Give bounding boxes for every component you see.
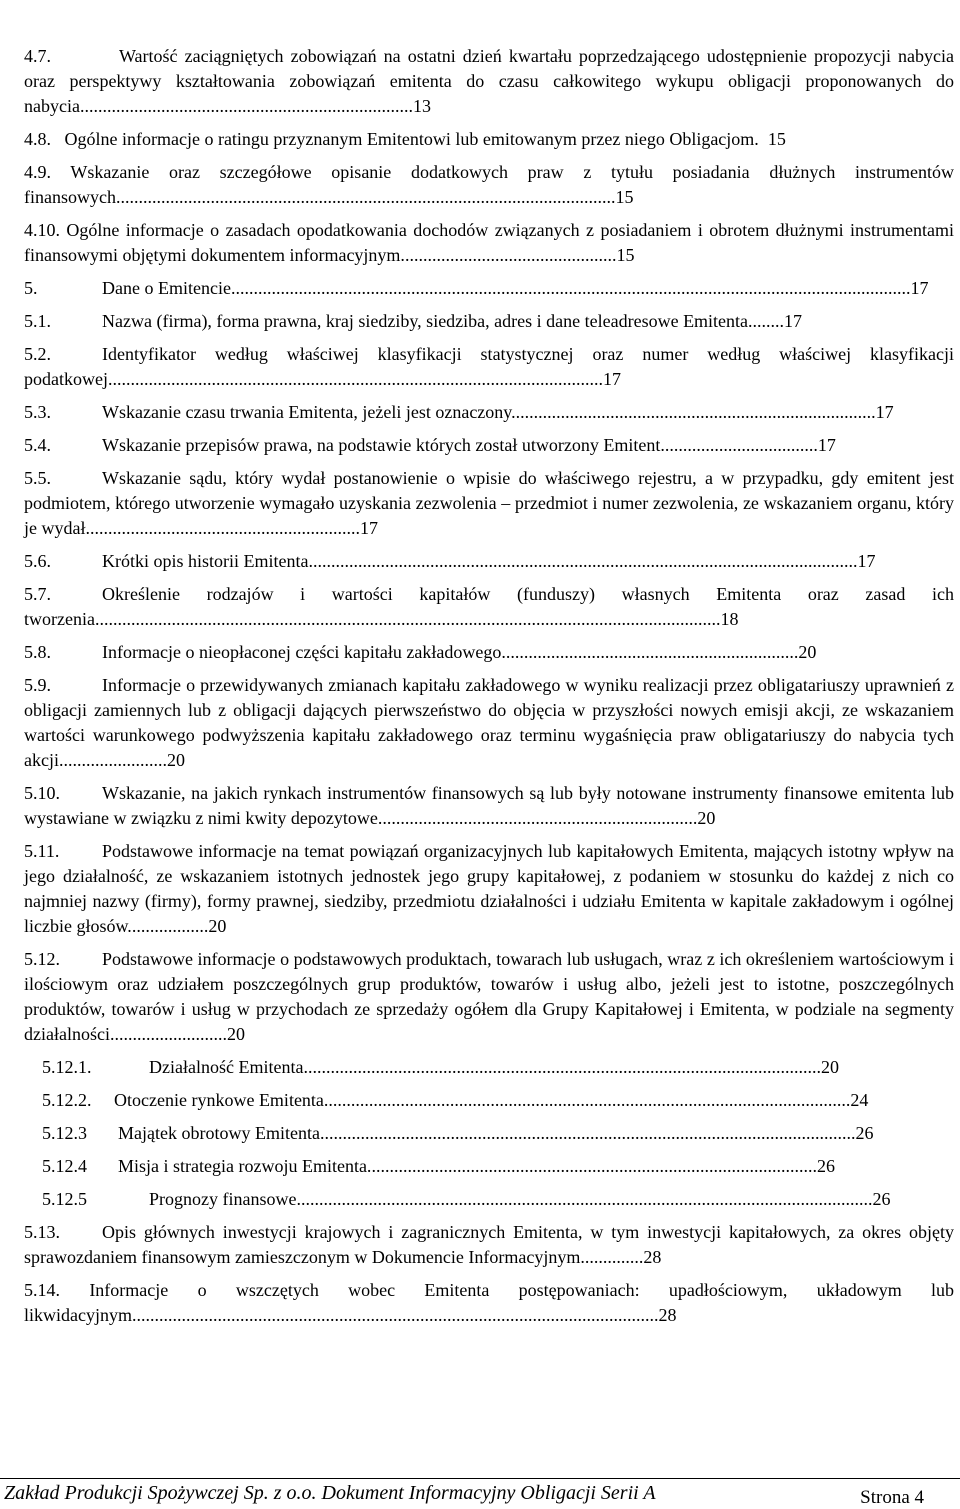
toc-entry-number: 5.12.2. bbox=[42, 1090, 92, 1110]
toc-entry[interactable] bbox=[24, 549, 954, 574]
toc-entry[interactable] bbox=[24, 640, 954, 665]
toc-entry-title: Wskazanie czasu trwania Emitenta, jeżeli jest oznaczony. bbox=[102, 402, 516, 422]
toc-entry-page: 13 bbox=[412, 96, 431, 116]
toc-entry[interactable] bbox=[24, 1278, 954, 1328]
toc-entry-title: Działalność Emitenta. bbox=[149, 1057, 308, 1077]
toc-leader-dots: ......................... bbox=[114, 1024, 227, 1044]
toc-entry-title: Identyfikator według właściwej klasyfikacji statystycznej oraz numer według właściwej klasyfikacji podatkowej. bbox=[24, 344, 954, 389]
toc-entry-title: Określenie rodzajów i wartości kapitałów (funduszy) własnych Emitenta oraz zasad ich tworzenia. bbox=[24, 584, 954, 629]
toc-entry[interactable] bbox=[24, 1220, 954, 1270]
toc-entry-page: 17 bbox=[875, 402, 894, 422]
toc-leader-dots: ............. bbox=[584, 1247, 644, 1267]
toc-entry-number: 5. bbox=[24, 278, 38, 298]
toc-leader-dots: ................. bbox=[131, 916, 209, 936]
toc-entry-number: 5.7. bbox=[24, 584, 51, 604]
toc-entry-page: 20 bbox=[166, 750, 185, 770]
toc-leader-dots: ...................................................................................................................... bbox=[324, 1123, 856, 1143]
toc-leader-dots: .......................................................................................................................................... bbox=[99, 609, 721, 629]
toc-entry-page: 17 bbox=[602, 369, 621, 389]
toc-leader-dots: .................................................................................................................. bbox=[307, 1057, 821, 1077]
toc-entry-number: 5.9. bbox=[24, 675, 51, 695]
toc-entry-title: Nazwa (firma), forma prawna, kraj siedziby, siedziba, adres i dane teleadresowe Emitenta. bbox=[102, 311, 753, 331]
toc-leader-dots: ............................................... bbox=[404, 245, 617, 265]
toc-entry-title: Wskazanie, na jakich rynkach instrumentów finansowych są lub były notowane instrumenty finansowe emitenta lub wystawiane w związku z nimi kwity depozytowe. bbox=[24, 783, 954, 828]
table-of-contents bbox=[24, 44, 954, 1328]
toc-entry-page: 28 bbox=[643, 1247, 662, 1267]
toc-entry-title: Krótki opis historii Emitenta. bbox=[102, 551, 313, 571]
toc-entry[interactable] bbox=[24, 466, 954, 541]
toc-entry-number: 5.12.3 bbox=[42, 1123, 87, 1143]
toc-entry-title: Misja i strategia rozwoju Emitenta. bbox=[118, 1156, 372, 1176]
toc-entry-page: 20 bbox=[226, 1024, 245, 1044]
toc-entry-title: Opis głównych inwestycji krajowych i zagranicznych Emitenta, w tym inwestycji kapitałowych, za okres objęty sprawozdaniem finansowym zamieszczonym w Dokumencie Informacyjnym. bbox=[24, 1222, 954, 1267]
toc-leader-dots: ....................... bbox=[63, 750, 167, 770]
toc-entry-number: 5.12. bbox=[24, 949, 60, 969]
toc-entry-title: Ogólne informacje o zasadach opodatkowania dochodów związanych z posiadaniem i obrotem dłużnymi instrumentami finansowymi objętymi dokumentem informacyjnym. bbox=[24, 220, 954, 265]
toc-entry-number: 4.7. bbox=[24, 46, 51, 66]
toc-entry-page: 20 bbox=[820, 1057, 839, 1077]
toc-entry-page: 17 bbox=[910, 278, 929, 298]
toc-entry-number: 5.1. bbox=[24, 311, 51, 331]
toc-entry-page: 17 bbox=[784, 311, 803, 331]
toc-entry-title: Otoczenie rynkowe Emitenta. bbox=[114, 1090, 329, 1110]
toc-entry-number: 5.10. bbox=[24, 783, 60, 803]
toc-leader-dots: ................................................................................................... bbox=[371, 1156, 817, 1176]
toc-entry[interactable] bbox=[24, 947, 954, 1047]
toc-entry-number: 5.13. bbox=[24, 1222, 60, 1242]
toc-entry[interactable] bbox=[24, 1088, 954, 1113]
toc-entry-title: Wskazanie sądu, który wydał postanowienie o wpisie do właściwego rejestru, a w przypadku, gdy emitent jest podmiotem, którego utworzenie wymagało uzyskania zezwolenia – przedmiot i numer zezwolenia, ze wskazaniem organu, który je wydał. bbox=[24, 468, 954, 538]
toc-entry-page: 15 bbox=[767, 129, 786, 149]
toc-leader-dots: ............................................................................................................................... bbox=[300, 1189, 873, 1209]
toc-entry-page: 17 bbox=[359, 518, 378, 538]
toc-entry-number: 5.3. bbox=[24, 402, 51, 422]
toc-leader-dots: ............................................................................................................. bbox=[112, 369, 603, 389]
footer-divider bbox=[0, 1478, 960, 1479]
toc-entry-number: 5.4. bbox=[24, 435, 51, 455]
toc-entry-number: 5.12.4 bbox=[42, 1156, 87, 1176]
toc-entry[interactable] bbox=[24, 1121, 954, 1146]
toc-entry-page: 26 bbox=[872, 1189, 891, 1209]
toc-entry[interactable] bbox=[24, 673, 954, 773]
toc-entry-page: 20 bbox=[798, 642, 817, 662]
toc-leader-dots: .............................................................................................................. bbox=[120, 187, 616, 207]
toc-entry-page: 18 bbox=[720, 609, 739, 629]
toc-entry[interactable] bbox=[24, 582, 954, 632]
toc-entry[interactable] bbox=[24, 1154, 954, 1179]
toc-entry-number: 4.10. bbox=[24, 220, 60, 240]
toc-entry[interactable] bbox=[24, 127, 954, 152]
toc-entry-page: 26 bbox=[816, 1156, 835, 1176]
toc-leader-dots: ...................................................................... bbox=[382, 808, 698, 828]
toc-leader-dots: ......................................................................................................................... bbox=[312, 551, 858, 571]
toc-entry[interactable] bbox=[24, 218, 954, 268]
toc-entry-title: Ogólne informacje o ratingu przyznanym Emitentowi lub emitowanym przez niego Obligacjom. bbox=[64, 129, 759, 149]
toc-entry-number: 5.12.1. bbox=[42, 1057, 92, 1077]
toc-entry-title: Podstawowe informacje na temat powiązań organizacyjnych lub kapitałowych Emitenta, mających istotny wpływ na jego działalność, ze wskazaniem istotnych jednostek jego grupy kapitałowej, z podaniem w stosunku do każdej z nich co najmniej nazwy (firmy), formy prawnej, siedziby, przedmiotu działalności i udziału Emitenta w kapitale zakładowym i ogólnej liczbie głosów. bbox=[24, 841, 954, 936]
toc-entry-page: 20 bbox=[208, 916, 227, 936]
toc-leader-dots: .................................................................................................................... bbox=[328, 1090, 851, 1110]
toc-entry-page: 26 bbox=[855, 1123, 874, 1143]
toc-entry[interactable] bbox=[24, 342, 954, 392]
toc-entry-number: 4.9. bbox=[24, 162, 51, 182]
toc-leader-dots: ................................................................................ bbox=[515, 402, 876, 422]
toc-entry-number: 5.8. bbox=[24, 642, 51, 662]
toc-leader-dots: ....... bbox=[752, 311, 785, 331]
footer-page-number: Strona 4 bbox=[860, 1487, 924, 1508]
toc-entry-title: Wskazanie oraz szczegółowe opisanie dodatkowych praw z tytułu posiadania dłużnych instrumentów finansowych. bbox=[24, 162, 954, 207]
toc-leader-dots: .................................. bbox=[664, 435, 818, 455]
page-footer bbox=[0, 1478, 960, 1508]
toc-entry-number: 5.12.5 bbox=[42, 1189, 87, 1209]
toc-entry[interactable] bbox=[24, 839, 954, 939]
toc-entry[interactable] bbox=[24, 309, 954, 334]
toc-entry-page: 20 bbox=[697, 808, 716, 828]
toc-entry[interactable] bbox=[24, 1187, 954, 1212]
toc-entry[interactable] bbox=[24, 400, 954, 425]
toc-entry-number: 5.5. bbox=[24, 468, 51, 488]
toc-entry[interactable] bbox=[24, 160, 954, 210]
toc-leader-dots: ............................................................ bbox=[89, 518, 360, 538]
toc-entry-title: Podstawowe informacje o podstawowych produktach, towarach lub usługach, wraz z ich określeniem wartościowym i ilościowym oraz udziałem poszczególnych grup produktów, towarów i usług albo, jeżeli jest to istotne, poszczególnych produktów, towarów i usług w przychodach ze sprzedaży ogółem dla Grupy Kapitałowej i Emitenta, w podziale na segmenty działalności. bbox=[24, 949, 954, 1044]
toc-entry-page: 28 bbox=[658, 1305, 677, 1325]
toc-entry[interactable] bbox=[24, 781, 954, 831]
toc-leader-dots: ................................................................. bbox=[505, 642, 799, 662]
toc-entry-number: 5.6. bbox=[24, 551, 51, 571]
toc-entry-title: Prognozy finansowe. bbox=[149, 1189, 301, 1209]
toc-entry-title: Informacje o nieopłaconej części kapitału zakładowego. bbox=[102, 642, 506, 662]
toc-entry-title: Majątek obrotowy Emitenta. bbox=[118, 1123, 325, 1143]
toc-entry[interactable] bbox=[24, 1055, 954, 1080]
toc-entry-number: 4.8. bbox=[24, 129, 51, 149]
toc-leader-dots: ......................................................................... bbox=[84, 96, 413, 116]
toc-entry-title: Informacje o przewidywanych zmianach kapitału zakładowego w wyniku realizacji przez obligatariuszy uprawnień z obligacji zamiennych lub z obligacji dających pierwszeństwo do objęcia w przyszłości nowych emisji akcji, ze wskazaniem wartości warunkowego podwyższenia kapitału zakładowego oraz terminu wygaśnięcia praw obligatariuszy do nabycia tych akcji. bbox=[24, 675, 954, 770]
toc-leader-dots: .................................................................................................................... bbox=[136, 1305, 659, 1325]
toc-entry-title: Wskazanie przepisów prawa, na podstawie których został utworzony Emitent. bbox=[102, 435, 665, 455]
toc-entry-page: 17 bbox=[857, 551, 876, 571]
toc-entry-number: 5.11. bbox=[24, 841, 60, 861]
toc-entry[interactable] bbox=[24, 276, 954, 301]
toc-entry-page: 15 bbox=[616, 245, 635, 265]
toc-entry-number: 5.14. bbox=[24, 1280, 60, 1300]
toc-entry-title: Dane o Emitencie. bbox=[102, 278, 236, 298]
toc-entry-title: Informacje o wszczętych wobec Emitenta postępowaniach: upadłościowym, układowym lub likwidacyjnym. bbox=[24, 1280, 955, 1325]
toc-entry[interactable] bbox=[24, 44, 954, 119]
toc-entry-page: 24 bbox=[850, 1090, 869, 1110]
toc-leader-dots: ...................................................................................................................................................... bbox=[235, 278, 911, 298]
toc-entry-page: 15 bbox=[615, 187, 634, 207]
footer-document-title: Zakład Produkcji Spożywczej Sp. z o.o. Dokument Informacyjny Obligacji Serii A bbox=[4, 1482, 656, 1504]
toc-entry-number: 5.2. bbox=[24, 344, 51, 364]
toc-entry-title: Wartość zaciągniętych zobowiązań na ostatni dzień kwartału poprzedzającego udostępnienie propozycji nabycia oraz perspektywy kształtowania zobowiązań emitenta do czasu całkowitego wykupu obligacji proponowanych do nabycia. bbox=[24, 46, 954, 116]
toc-entry[interactable] bbox=[24, 433, 954, 458]
toc-entry-page: 17 bbox=[817, 435, 836, 455]
